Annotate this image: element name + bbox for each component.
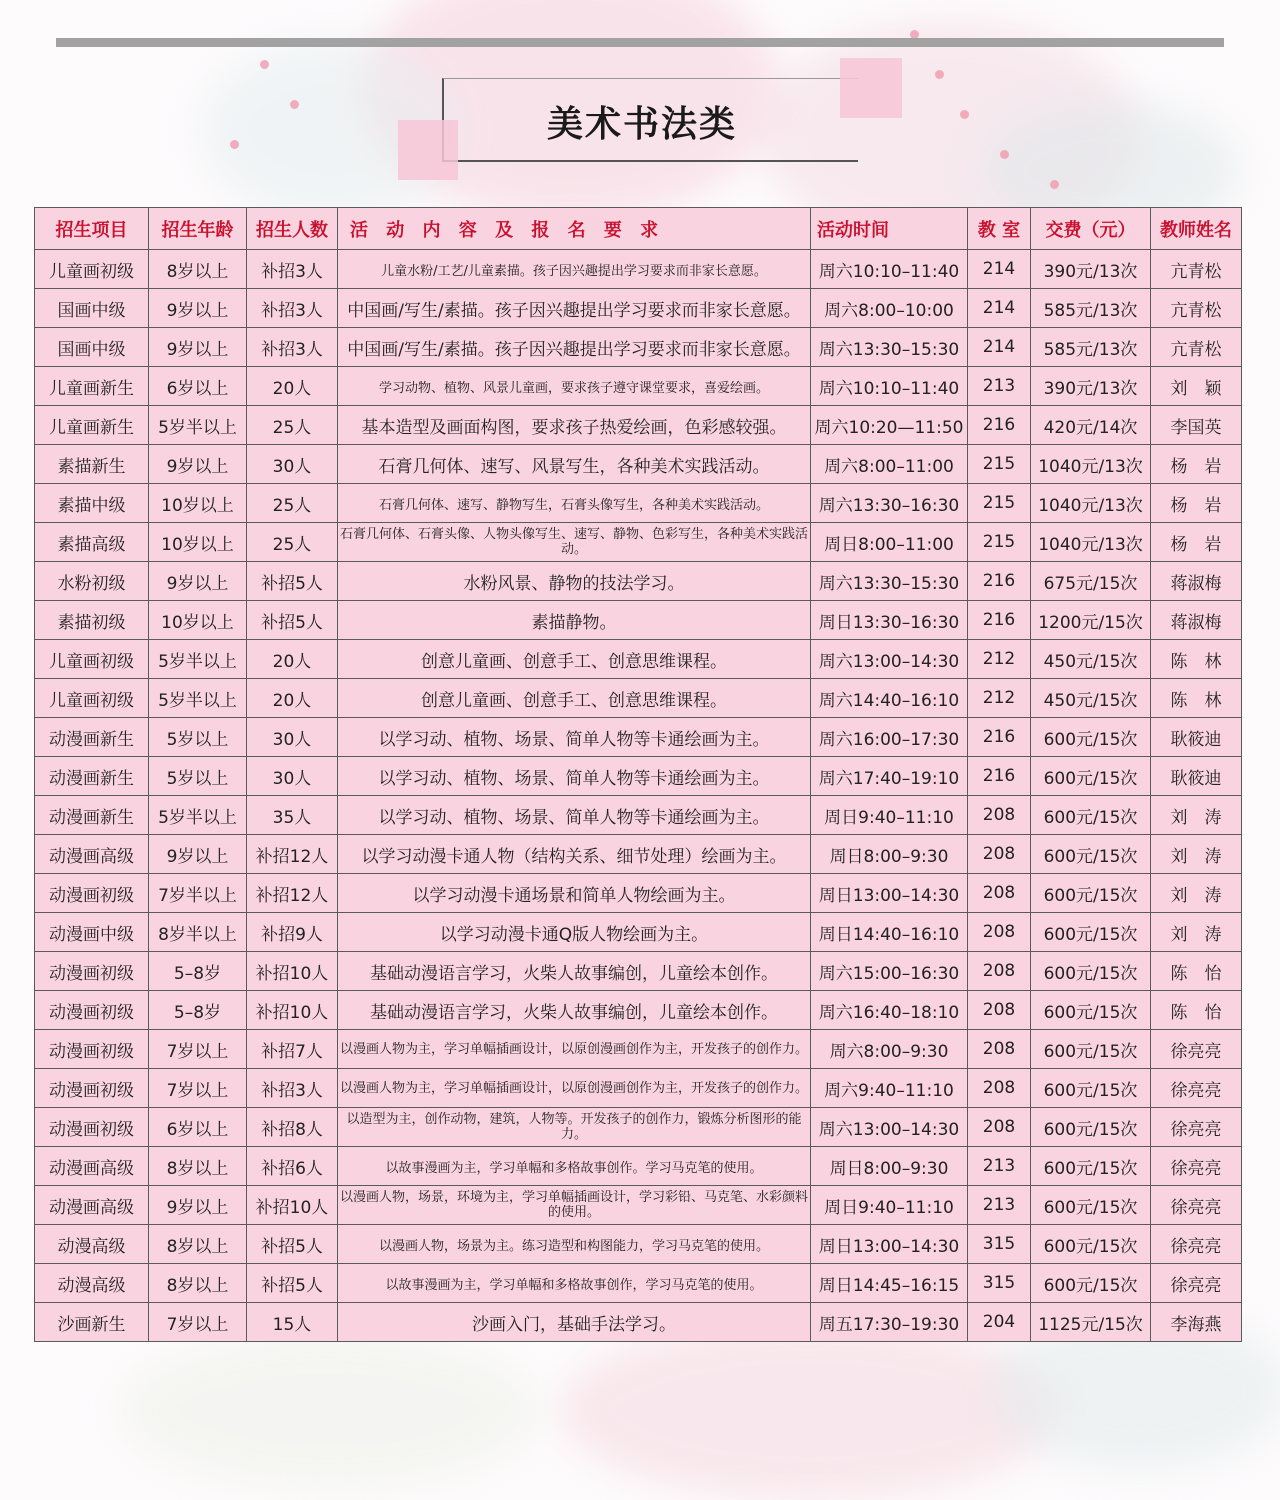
table-row <box>35 250 1242 289</box>
cell-time: 周六16:00–17:30 <box>811 718 968 757</box>
berry-decoration <box>1050 180 1059 189</box>
cell-room: 315 <box>968 1264 1031 1303</box>
cell-teacher: 刘 颖 <box>1151 367 1242 406</box>
cell-description: 石膏几何体、速写、风景写生，各种美术实践活动。 <box>338 445 811 484</box>
cell-count: 25人 <box>247 484 338 523</box>
header-teacher: 教师姓名 <box>1151 208 1242 250</box>
cell-description: 以漫画人物，场景，环境为主，学习单幅插画设计，学习彩铅、马克笔、水彩颜料的使用。 <box>338 1186 811 1225</box>
cell-age: 5岁以上 <box>149 757 247 796</box>
cell-fee: 600元/15次 <box>1031 835 1151 874</box>
cell-age: 5岁半以上 <box>149 406 247 445</box>
table-row <box>35 484 1242 523</box>
cell-project: 动漫画初级 <box>35 1108 149 1147</box>
cell-time: 周六17:40–19:10 <box>811 757 968 796</box>
cell-time: 周六14:40–16:10 <box>811 679 968 718</box>
page-title: 美术书法类 <box>546 104 737 145</box>
cell-teacher: 徐亮亮 <box>1151 1186 1242 1225</box>
cell-room: 213 <box>968 367 1031 406</box>
cell-fee: 1125元/15次 <box>1031 1303 1151 1342</box>
table-row <box>35 757 1242 796</box>
cell-fee: 600元/15次 <box>1031 874 1151 913</box>
table-row <box>35 562 1242 601</box>
cell-count: 补招7人 <box>247 1030 338 1069</box>
header-room: 教 室 <box>968 208 1031 250</box>
cell-age: 9岁以上 <box>149 328 247 367</box>
cell-fee: 600元/15次 <box>1031 757 1151 796</box>
cell-count: 补招8人 <box>247 1108 338 1147</box>
cell-description: 石膏几何体、速写、静物写生，石膏头像写生，各种美术实践活动。 <box>338 484 811 523</box>
cell-project: 动漫画初级 <box>35 1069 149 1108</box>
table-row <box>35 1264 1242 1303</box>
cell-fee: 600元/15次 <box>1031 1225 1151 1264</box>
table-row <box>35 1225 1242 1264</box>
cell-count: 30人 <box>247 718 338 757</box>
cell-room: 216 <box>968 757 1031 796</box>
cell-description: 创意儿童画、创意手工、创意思维课程。 <box>338 640 811 679</box>
cell-description: 石膏几何体、石膏头像、人物头像写生、速写、静物、色彩写生，各种美术实践活动。 <box>338 523 811 562</box>
berry-decoration <box>935 70 944 79</box>
cell-age: 5岁以上 <box>149 718 247 757</box>
cell-room: 208 <box>968 796 1031 835</box>
header-time: 活动时间 <box>811 208 968 250</box>
cell-fee: 420元/14次 <box>1031 406 1151 445</box>
cell-fee: 1040元/13次 <box>1031 523 1151 562</box>
header-fee: 交费（元） <box>1031 208 1151 250</box>
cell-room: 213 <box>968 1147 1031 1186</box>
cell-fee: 600元/15次 <box>1031 1108 1151 1147</box>
cell-description: 中国画/写生/素描。孩子因兴趣提出学习要求而非家长意愿。 <box>338 328 811 367</box>
cell-count: 补招10人 <box>247 952 338 991</box>
cell-time: 周五17:30–19:30 <box>811 1303 968 1342</box>
cell-count: 20人 <box>247 679 338 718</box>
berry-decoration <box>260 60 269 69</box>
cell-fee: 600元/15次 <box>1031 1030 1151 1069</box>
cell-room: 215 <box>968 445 1031 484</box>
cell-description: 以学习动漫卡通人物（结构关系、细节处理）绘画为主。 <box>338 835 811 874</box>
cell-age: 5岁半以上 <box>149 796 247 835</box>
floral-decoration <box>120 1330 540 1490</box>
cell-teacher: 蒋淑梅 <box>1151 562 1242 601</box>
cell-fee: 600元/15次 <box>1031 952 1151 991</box>
cell-room: 208 <box>968 1108 1031 1147</box>
cell-teacher: 亢青松 <box>1151 289 1242 328</box>
table-row <box>35 289 1242 328</box>
cell-room: 315 <box>968 1225 1031 1264</box>
berry-decoration <box>960 110 969 119</box>
cell-age: 6岁以上 <box>149 1108 247 1147</box>
cell-count: 补招12人 <box>247 835 338 874</box>
cell-description: 以学习动漫卡通Q版人物绘画为主。 <box>338 913 811 952</box>
cell-description: 水粉风景、静物的技法学习。 <box>338 562 811 601</box>
cell-age: 9岁以上 <box>149 1186 247 1225</box>
cell-project: 动漫画初级 <box>35 952 149 991</box>
cell-fee: 600元/15次 <box>1031 913 1151 952</box>
cell-description: 以漫画人物为主，学习单幅插画设计，以原创漫画创作为主，开发孩子的创作力。 <box>338 1069 811 1108</box>
cell-project: 儿童画初级 <box>35 679 149 718</box>
table-row <box>35 640 1242 679</box>
cell-age: 5岁半以上 <box>149 679 247 718</box>
cell-project: 水粉初级 <box>35 562 149 601</box>
cell-fee: 600元/15次 <box>1031 796 1151 835</box>
cell-teacher: 刘 涛 <box>1151 874 1242 913</box>
cell-room: 208 <box>968 874 1031 913</box>
cell-time: 周六15:00–16:30 <box>811 952 968 991</box>
cell-description: 以造型为主，创作动物，建筑，人物等。开发孩子的创作力，锻炼分析图形的能力。 <box>338 1108 811 1147</box>
cell-room: 208 <box>968 991 1031 1030</box>
table-row <box>35 913 1242 952</box>
cell-count: 补招5人 <box>247 562 338 601</box>
cell-age: 9岁以上 <box>149 562 247 601</box>
cell-teacher: 徐亮亮 <box>1151 1030 1242 1069</box>
cell-teacher: 耿筱迪 <box>1151 718 1242 757</box>
cell-project: 儿童画新生 <box>35 406 149 445</box>
berry-decoration <box>1000 150 1009 159</box>
cell-room: 214 <box>968 289 1031 328</box>
cell-count: 补招10人 <box>247 991 338 1030</box>
cell-room: 216 <box>968 562 1031 601</box>
cell-description: 以学习动漫卡通场景和简单人物绘画为主。 <box>338 874 811 913</box>
cell-age: 8岁以上 <box>149 1225 247 1264</box>
table-row <box>35 1147 1242 1186</box>
cell-count: 补招3人 <box>247 1069 338 1108</box>
cell-room: 212 <box>968 679 1031 718</box>
cell-project: 动漫画初级 <box>35 1030 149 1069</box>
cell-project: 动漫画新生 <box>35 718 149 757</box>
cell-time: 周日8:00–11:00 <box>811 523 968 562</box>
cell-teacher: 陈 林 <box>1151 640 1242 679</box>
cell-count: 补招5人 <box>247 1264 338 1303</box>
cell-count: 15人 <box>247 1303 338 1342</box>
cell-age: 8岁以上 <box>149 250 247 289</box>
cell-count: 30人 <box>247 757 338 796</box>
cell-project: 动漫画初级 <box>35 874 149 913</box>
cell-teacher: 亢青松 <box>1151 328 1242 367</box>
cell-fee: 585元/13次 <box>1031 289 1151 328</box>
cell-count: 补招3人 <box>247 289 338 328</box>
table-row <box>35 1186 1242 1225</box>
cell-teacher: 徐亮亮 <box>1151 1069 1242 1108</box>
cell-teacher: 徐亮亮 <box>1151 1147 1242 1186</box>
cell-time: 周六13:00–14:30 <box>811 640 968 679</box>
cell-room: 212 <box>968 640 1031 679</box>
cell-count: 20人 <box>247 640 338 679</box>
cell-room: 215 <box>968 484 1031 523</box>
table-row <box>35 835 1242 874</box>
table-row <box>35 523 1242 562</box>
cell-count: 补招5人 <box>247 1225 338 1264</box>
cell-fee: 600元/15次 <box>1031 1069 1151 1108</box>
course-schedule-table <box>34 207 1242 1342</box>
cell-teacher: 杨 岩 <box>1151 445 1242 484</box>
table-row <box>35 1030 1242 1069</box>
cell-count: 补招3人 <box>247 328 338 367</box>
cell-fee: 450元/15次 <box>1031 679 1151 718</box>
cell-room: 208 <box>968 835 1031 874</box>
table-row <box>35 601 1242 640</box>
cell-age: 10岁以上 <box>149 484 247 523</box>
cell-count: 25人 <box>247 406 338 445</box>
table-row <box>35 991 1242 1030</box>
cell-time: 周六16:40–18:10 <box>811 991 968 1030</box>
cell-time: 周日13:30–16:30 <box>811 601 968 640</box>
cell-count: 25人 <box>247 523 338 562</box>
cell-teacher: 刘 涛 <box>1151 835 1242 874</box>
cell-description: 基本造型及画面构图，要求孩子热爱绘画，色彩感较强。 <box>338 406 811 445</box>
cell-room: 214 <box>968 250 1031 289</box>
cell-teacher: 徐亮亮 <box>1151 1108 1242 1147</box>
cell-project: 儿童画初级 <box>35 640 149 679</box>
title-pink-square <box>840 58 902 118</box>
cell-description: 以故事漫画为主，学习单幅和多格故事创作。学习马克笔的使用。 <box>338 1147 811 1186</box>
header-count: 招生人数 <box>247 208 338 250</box>
cell-project: 国画中级 <box>35 328 149 367</box>
cell-age: 7岁以上 <box>149 1030 247 1069</box>
cell-time: 周日13:00–14:30 <box>811 874 968 913</box>
cell-teacher: 亢青松 <box>1151 250 1242 289</box>
cell-fee: 1040元/13次 <box>1031 484 1151 523</box>
cell-fee: 450元/15次 <box>1031 640 1151 679</box>
cell-project: 素描初级 <box>35 601 149 640</box>
cell-count: 补招12人 <box>247 874 338 913</box>
header-description: 活 动 内 容 及 报 名 要 求 <box>338 208 811 250</box>
cell-age: 9岁以上 <box>149 289 247 328</box>
cell-room: 216 <box>968 718 1031 757</box>
cell-age: 8岁半以上 <box>149 913 247 952</box>
table-row <box>35 445 1242 484</box>
cell-time: 周日9:40–11:10 <box>811 796 968 835</box>
berry-decoration <box>230 140 239 149</box>
cell-fee: 600元/15次 <box>1031 1147 1151 1186</box>
cell-age: 6岁以上 <box>149 367 247 406</box>
table-row <box>35 679 1242 718</box>
cell-project: 沙画新生 <box>35 1303 149 1342</box>
cell-description: 儿童水粉/工艺/儿童素描。孩子因兴趣提出学习要求而非家长意愿。 <box>338 250 811 289</box>
cell-time: 周日8:00–9:30 <box>811 1147 968 1186</box>
cell-room: 208 <box>968 1030 1031 1069</box>
cell-room: 216 <box>968 601 1031 640</box>
table-header-row <box>35 208 1242 250</box>
cell-count: 补招9人 <box>247 913 338 952</box>
cell-project: 动漫画高级 <box>35 835 149 874</box>
cell-description: 学习动物、植物、风景儿童画，要求孩子遵守课堂要求，喜爱绘画。 <box>338 367 811 406</box>
cell-age: 7岁以上 <box>149 1069 247 1108</box>
cell-description: 创意儿童画、创意手工、创意思维课程。 <box>338 679 811 718</box>
cell-age: 7岁半以上 <box>149 874 247 913</box>
cell-fee: 1200元/15次 <box>1031 601 1151 640</box>
header-age: 招生年龄 <box>149 208 247 250</box>
cell-description: 基础动漫语言学习，火柴人故事编创，儿童绘本创作。 <box>338 952 811 991</box>
cell-teacher: 刘 涛 <box>1151 796 1242 835</box>
cell-description: 以学习动、植物、场景、简单人物等卡通绘画为主。 <box>338 718 811 757</box>
cell-room: 208 <box>968 1069 1031 1108</box>
cell-teacher: 耿筱迪 <box>1151 757 1242 796</box>
cell-room: 208 <box>968 952 1031 991</box>
cell-time: 周日9:40–11:10 <box>811 1186 968 1225</box>
cell-time: 周六8:00–10:00 <box>811 289 968 328</box>
cell-fee: 390元/13次 <box>1031 367 1151 406</box>
cell-age: 9岁以上 <box>149 445 247 484</box>
cell-teacher: 李海燕 <box>1151 1303 1242 1342</box>
table-row <box>35 874 1242 913</box>
cell-room: 204 <box>968 1303 1031 1342</box>
table-row <box>35 328 1242 367</box>
cell-teacher: 陈 怡 <box>1151 952 1242 991</box>
cell-description: 素描静物。 <box>338 601 811 640</box>
cell-project: 素描高级 <box>35 523 149 562</box>
cell-age: 10岁以上 <box>149 601 247 640</box>
table-row <box>35 1303 1242 1342</box>
cell-time: 周六8:00–11:00 <box>811 445 968 484</box>
cell-fee: 1040元/13次 <box>1031 445 1151 484</box>
cell-time: 周六13:00–14:30 <box>811 1108 968 1147</box>
cell-project: 动漫画初级 <box>35 991 149 1030</box>
cell-count: 30人 <box>247 445 338 484</box>
cell-count: 20人 <box>247 367 338 406</box>
cell-time: 周日14:45–16:15 <box>811 1264 968 1303</box>
cell-count: 补招5人 <box>247 601 338 640</box>
cell-time: 周日8:00–9:30 <box>811 835 968 874</box>
table-row <box>35 406 1242 445</box>
cell-project: 动漫画高级 <box>35 1186 149 1225</box>
cell-teacher: 刘 涛 <box>1151 913 1242 952</box>
cell-fee: 600元/15次 <box>1031 1186 1151 1225</box>
cell-room: 214 <box>968 328 1031 367</box>
cell-count: 35人 <box>247 796 338 835</box>
cell-description: 中国画/写生/素描。孩子因兴趣提出学习要求而非家长意愿。 <box>338 289 811 328</box>
cell-age: 8岁以上 <box>149 1147 247 1186</box>
cell-time: 周日13:00–14:30 <box>811 1225 968 1264</box>
cell-age: 5岁半以上 <box>149 640 247 679</box>
cell-teacher: 李国英 <box>1151 406 1242 445</box>
table-row <box>35 718 1242 757</box>
cell-time: 周六9:40–11:10 <box>811 1069 968 1108</box>
cell-fee: 585元/13次 <box>1031 328 1151 367</box>
cell-time: 周六8:00–9:30 <box>811 1030 968 1069</box>
cell-fee: 600元/15次 <box>1031 1264 1151 1303</box>
cell-project: 动漫画中级 <box>35 913 149 952</box>
cell-fee: 600元/15次 <box>1031 718 1151 757</box>
cell-project: 素描中级 <box>35 484 149 523</box>
cell-room: 213 <box>968 1186 1031 1225</box>
cell-teacher: 徐亮亮 <box>1151 1225 1242 1264</box>
cell-time: 周六10:10–11:40 <box>811 367 968 406</box>
cell-project: 动漫高级 <box>35 1225 149 1264</box>
cell-teacher: 杨 岩 <box>1151 484 1242 523</box>
cell-teacher: 徐亮亮 <box>1151 1264 1242 1303</box>
cell-description: 基础动漫语言学习，火柴人故事编创，儿童绘本创作。 <box>338 991 811 1030</box>
cell-description: 沙画入门，基础手法学习。 <box>338 1303 811 1342</box>
header-project: 招生项目 <box>35 208 149 250</box>
cell-age: 9岁以上 <box>149 835 247 874</box>
cell-description: 以故事漫画为主，学习单幅和多格故事创作，学习马克笔的使用。 <box>338 1264 811 1303</box>
cell-description: 以学习动、植物、场景、简单人物等卡通绘画为主。 <box>338 796 811 835</box>
cell-project: 动漫画高级 <box>35 1147 149 1186</box>
cell-count: 补招3人 <box>247 250 338 289</box>
floral-decoration <box>560 1320 1060 1500</box>
cell-project: 儿童画新生 <box>35 367 149 406</box>
cell-fee: 390元/13次 <box>1031 250 1151 289</box>
cell-time: 周六10:10–11:40 <box>811 250 968 289</box>
cell-room: 215 <box>968 523 1031 562</box>
cell-age: 8岁以上 <box>149 1264 247 1303</box>
cell-description: 以漫画人物，场景为主。练习造型和构图能力，学习马克笔的使用。 <box>338 1225 811 1264</box>
top-divider-bar <box>56 38 1224 47</box>
cell-project: 素描新生 <box>35 445 149 484</box>
cell-count: 补招6人 <box>247 1147 338 1186</box>
cell-project: 动漫画新生 <box>35 796 149 835</box>
cell-age: 5–8岁 <box>149 952 247 991</box>
cell-fee: 675元/15次 <box>1031 562 1151 601</box>
cell-project: 儿童画初级 <box>35 250 149 289</box>
cell-time: 周六10:20—11:50 <box>811 406 968 445</box>
cell-teacher: 杨 岩 <box>1151 523 1242 562</box>
cell-description: 以漫画人物为主，学习单幅插画设计，以原创漫画创作为主，开发孩子的创作力。 <box>338 1030 811 1069</box>
table-row <box>35 796 1242 835</box>
table-row <box>35 952 1242 991</box>
cell-project: 动漫高级 <box>35 1264 149 1303</box>
cell-room: 216 <box>968 406 1031 445</box>
cell-teacher: 陈 林 <box>1151 679 1242 718</box>
table-row <box>35 1108 1242 1147</box>
cell-time: 周六13:30–16:30 <box>811 484 968 523</box>
cell-teacher: 蒋淑梅 <box>1151 601 1242 640</box>
cell-age: 7岁以上 <box>149 1303 247 1342</box>
cell-age: 10岁以上 <box>149 523 247 562</box>
cell-age: 5–8岁 <box>149 991 247 1030</box>
table-row <box>35 1069 1242 1108</box>
cell-project: 动漫画新生 <box>35 757 149 796</box>
cell-time: 周六13:30–15:30 <box>811 562 968 601</box>
cell-count: 补招10人 <box>247 1186 338 1225</box>
cell-project: 国画中级 <box>35 289 149 328</box>
cell-room: 208 <box>968 913 1031 952</box>
berry-decoration <box>290 100 299 109</box>
cell-time: 周日14:40–16:10 <box>811 913 968 952</box>
cell-fee: 600元/15次 <box>1031 991 1151 1030</box>
cell-description: 以学习动、植物、场景、简单人物等卡通绘画为主。 <box>338 757 811 796</box>
cell-time: 周六13:30–15:30 <box>811 328 968 367</box>
table-row <box>35 367 1242 406</box>
cell-teacher: 陈 怡 <box>1151 991 1242 1030</box>
